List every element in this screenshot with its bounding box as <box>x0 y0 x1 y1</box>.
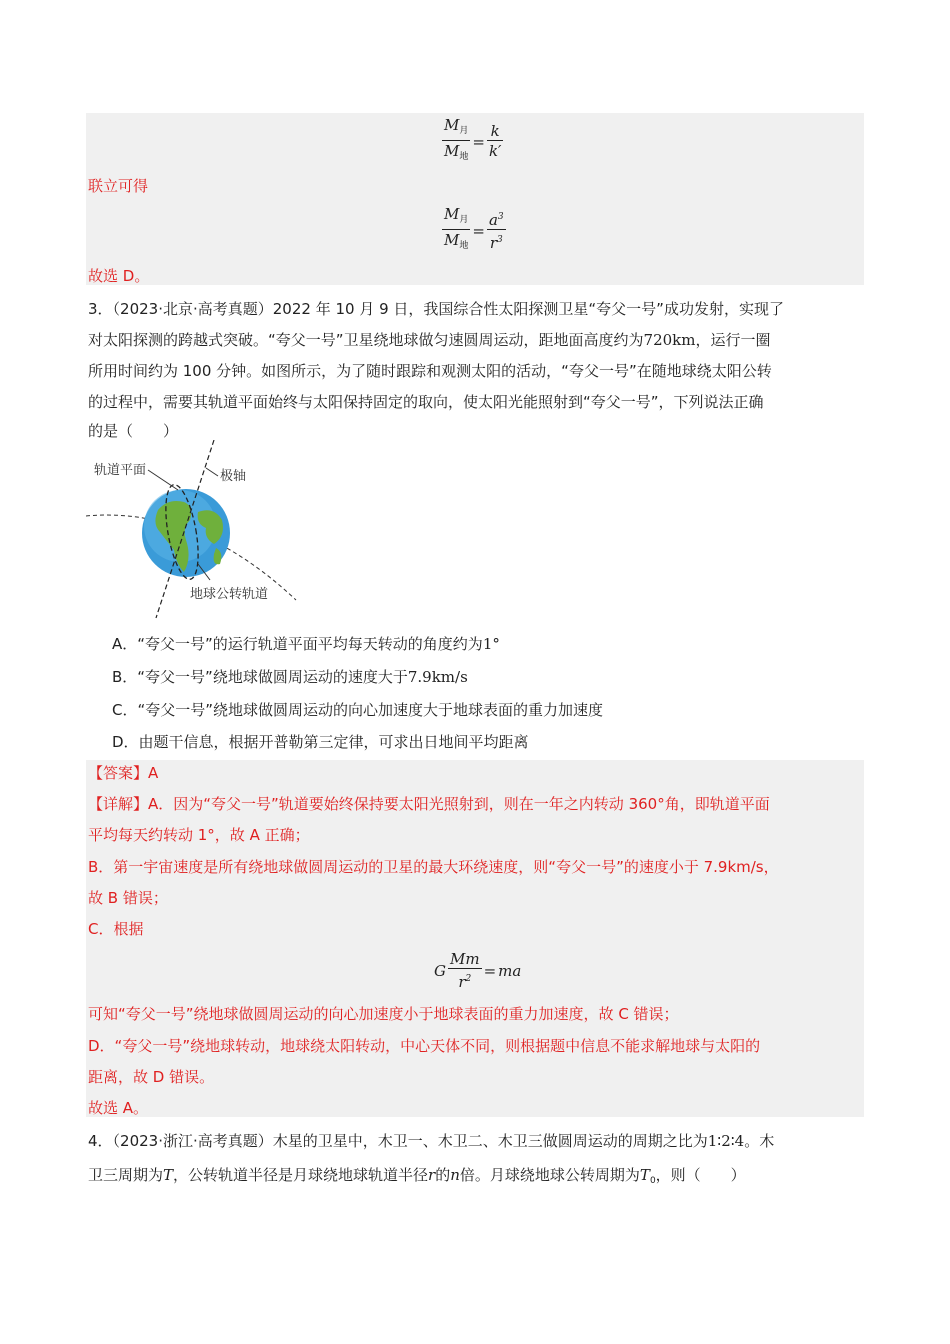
option-b: B．“夸父一号”绕地球做圆周运动的速度大于7.9km/s <box>112 668 468 686</box>
option-d: D．由题干信息，根据开普勒第三定律，可求出日地间平均距离 <box>112 733 529 751</box>
combine-text: 联立可得 <box>88 177 149 195</box>
q4-line-2: 卫三周期为T，公转轨道半径是月球绕地球轨道半径r的n倍。月球绕地球公转周期为$T_0$，则（ ） <box>88 1166 746 1186</box>
formula-mass-ratio-k: $\frac{M_月}{M_地}$ = $\frac{k}{k'}$ <box>442 116 503 167</box>
option-a: A．“夸父一号”的运行轨道平面平均每天转动的角度约为1° <box>112 635 500 653</box>
fraction-mass-ratio-2: $\frac{M_月}{M_地}$ <box>444 205 469 251</box>
q3-line-1: 3．（2023·北京·高考真题）2022 年 10 月 9 日，我国综合性太阳探测卫星“夸父一号”成功发射，实现了 <box>88 300 784 318</box>
explanation-line-5: C．根据 <box>88 920 144 938</box>
prev-choice-text: 故选 D。 <box>88 267 150 285</box>
option-b-value: 7.9km/s <box>407 668 468 686</box>
q3-line-4: 的过程中，需要其轨道平面始终与太阳保持固定的取向，使太阳光能照射到“夸父一号”，下列说法正确 <box>88 393 764 411</box>
formula-gravity: G $\frac{Mm}{r^2}$ = ma <box>434 950 522 991</box>
fraction-mass-ratio: $\frac{M_月}{M_地}$ <box>444 116 469 162</box>
label-earth-orbit: 地球公转轨道 <box>190 587 269 602</box>
q4-period-ratio: 1∶2∶4 <box>707 1132 745 1150</box>
explanation-line-8: 距离，故 D 错误。 <box>88 1068 215 1086</box>
explanation-line-1: 【详解】A．因为“夸父一号”轨道要始终保持要太阳光照射到，则在一年之内转动 360°角，即轨道平面 <box>88 795 770 813</box>
q3-line-2: 对太阳探测的跨越式突破。“夸父一号”卫星绕地球做匀速圆周运动，距地面高度约为720km，运行一圈 <box>88 331 771 349</box>
q3-line-5: 的是（ ） <box>88 422 179 440</box>
fraction-a3-r3: $\frac{a^3}{r^3}$ <box>487 208 506 253</box>
explanation-line-7: D．“夸父一号”绕地球转动，地球绕太阳转动，中心天体不同，则根据题中信息不能求解地球与太阳的 <box>88 1037 761 1055</box>
earth-orbit-figure <box>86 440 306 620</box>
fraction-k-ratio: $\frac{k}{k'}$ <box>488 122 502 160</box>
q4-line-1: 4．（2023·浙江·高考真题）木星的卫星中，木卫一、木卫二、木卫三做圆周运动的周期之比为1∶2∶4。木 <box>88 1132 775 1150</box>
explanation-line-6: 可知“夸父一号”绕地球做圆周运动的向心加速度小于地球表面的重力加速度，故 C 错误； <box>88 1005 679 1023</box>
option-c: C．“夸父一号”绕地球做圆周运动的向心加速度大于地球表面的重力加速度 <box>112 701 604 719</box>
explanation-line-2: 平均每天约转动 1°，故 A 正确； <box>88 826 310 844</box>
formula-mass-ratio-a3: $\frac{M_月}{M_地}$ = $\frac{a^3}{r^3}$ <box>442 205 506 256</box>
q3-line-3: 所用时间约为 100 分钟。如图所示，为了随时跟踪和观测太阳的活动，“夸父一号”在随地球绕太阳公转 <box>88 362 772 380</box>
label-orbit-plane: 轨道平面 <box>94 463 147 478</box>
q3-height-value: 720km <box>643 331 696 349</box>
explanation-line-9: 故选 A。 <box>88 1099 149 1117</box>
explanation-line-4: 故 B 错误； <box>88 889 168 907</box>
fraction-mm-r2: $\frac{Mm}{r^2}$ <box>449 950 480 991</box>
option-a-value: 1° <box>482 635 500 653</box>
answer-label: 【答案】A <box>88 764 159 782</box>
label-polar-axis: 极轴 <box>220 469 247 484</box>
explanation-line-3: B．第一宇宙速度是所有绕地球做圆周运动的卫星的最大环绕速度，则“夸父一号”的速度小于 7.9km/s， <box>88 858 779 876</box>
